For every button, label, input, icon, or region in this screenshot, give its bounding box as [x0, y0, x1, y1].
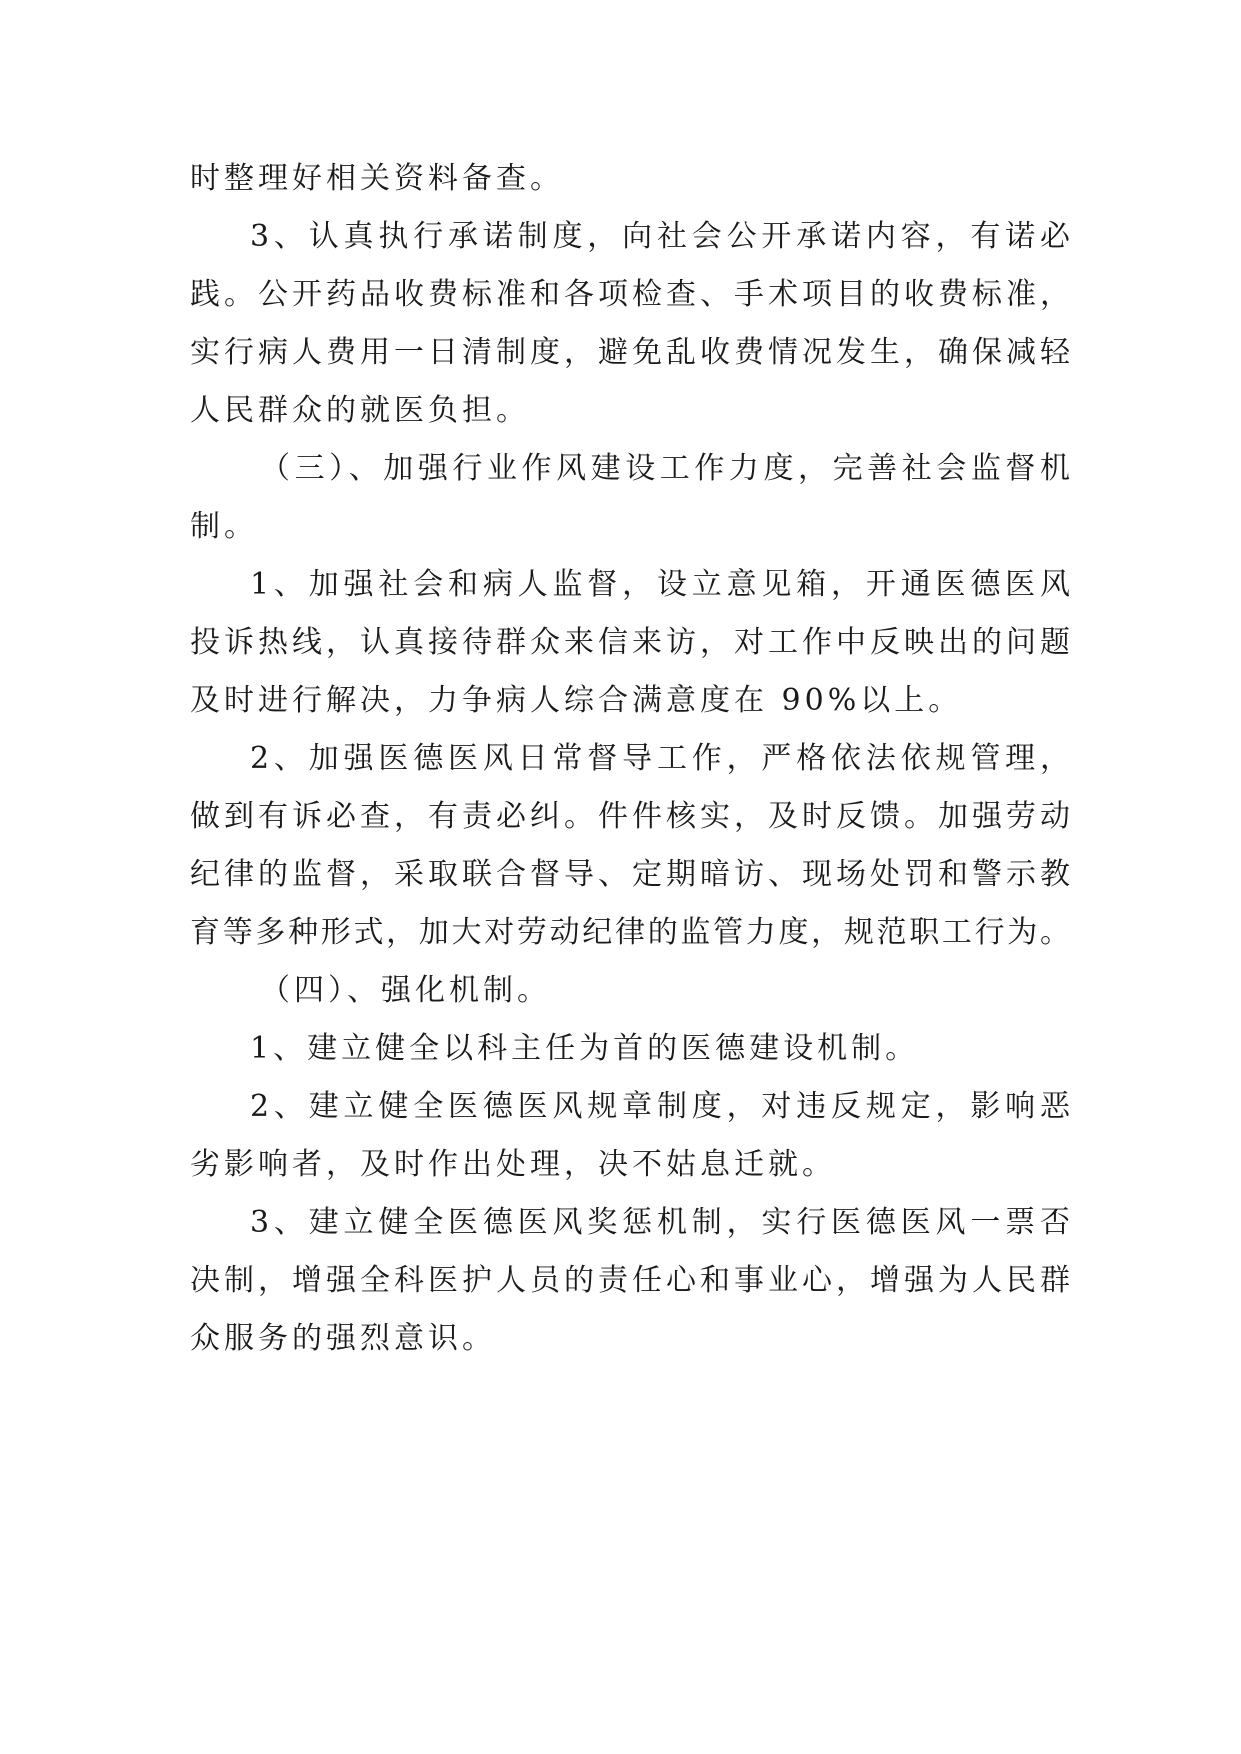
text-line: 纪律的监督，采取联合督导、定期暗访、现场处罚和警示教: [190, 857, 1070, 892]
text-line: 及时进行解决，力争病人综合满意度在 90%以上。: [190, 683, 963, 718]
text-line: 时整理好相关资料备查。: [190, 161, 564, 196]
text-line: 3、认真执行承诺制度，向社会公开承诺内容，有诺必: [250, 219, 1070, 254]
text-line: 实行病人费用一日清制度，避免乱收费情况发生，确保减轻: [190, 335, 1070, 370]
text-line: 做到有诉必查，有责必纠。件件核实，及时反馈。加强劳动: [190, 799, 1070, 834]
text-line: 人民群众的就医负担。: [190, 393, 530, 428]
text-line: 劣影响者，及时作出处理，决不姑息迁就。: [190, 1147, 836, 1182]
text-line: 决制，增强全科医护人员的责任心和事业心，增强为人民群: [190, 1263, 1070, 1298]
section-heading: （三）、加强行业作风建设工作力度，完善社会监督机: [260, 451, 1070, 486]
text-line: 3、建立健全医德医风奖惩机制，实行医德医风一票否: [250, 1205, 1070, 1240]
text-line: 1、加强社会和病人监督，设立意见箱，开通医德医风: [250, 567, 1070, 602]
document-body: [190, 150, 1070, 1368]
section-heading: （四）、强化机制。: [260, 973, 551, 1008]
text-line: 制。: [190, 509, 258, 544]
text-line: 育等多种形式，加大对劳动纪律的监管力度，规范职工行为。: [190, 915, 1070, 950]
text-line: 2、建立健全医德医风规章制度，对违反规定，影响恶: [250, 1089, 1070, 1124]
text-line: 践。公开药品收费标准和各项检查、手术项目的收费标准，: [190, 277, 1070, 312]
text-line: 1、建立健全以科主任为首的医德建设机制。: [250, 1031, 920, 1066]
text-line: 2、加强医德医风日常督导工作，严格依法依规管理，: [250, 741, 1070, 776]
text-line: 投诉热线，认真接待群众来信来访，对工作中反映出的问题: [190, 625, 1070, 660]
text-line: 众服务的强烈意识。: [190, 1321, 496, 1356]
